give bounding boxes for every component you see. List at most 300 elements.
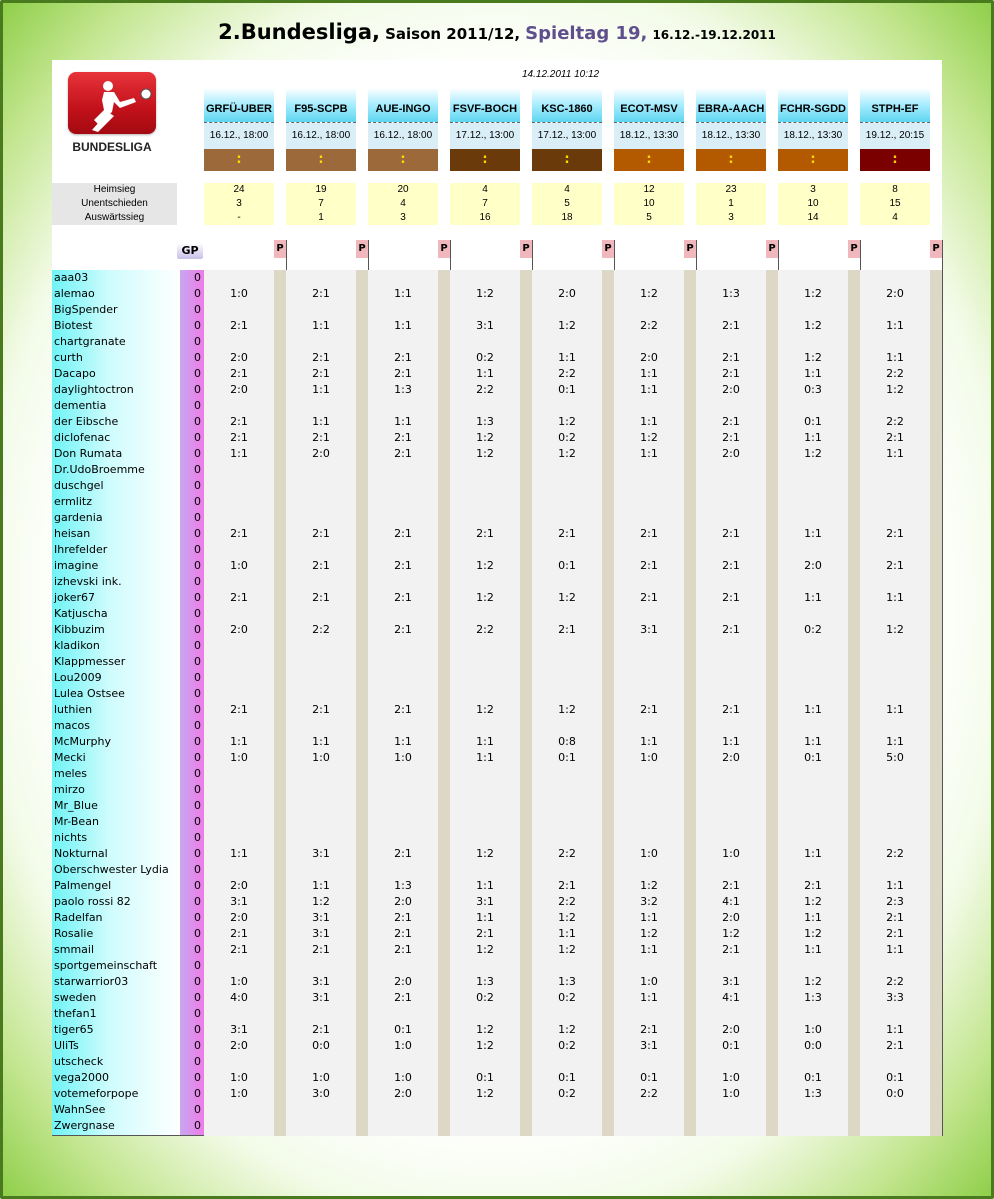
tip-cell: 3:1 (230, 1023, 248, 1036)
tip-cell: 1:1 (886, 1023, 904, 1036)
player-name: Mr-Bean (54, 815, 99, 828)
player-name: ermlitz (54, 495, 93, 508)
player-name: alemao (54, 287, 95, 300)
tip-cell: 1:1 (640, 943, 658, 956)
points-header: P (520, 240, 532, 258)
tip-cell: 1:2 (804, 319, 822, 332)
tip-cell: 1:2 (804, 287, 822, 300)
points-header: P (356, 240, 368, 258)
tip-cell: 1:2 (804, 895, 822, 908)
tip-cell: 1:2 (640, 927, 658, 940)
stat-home: 8 (892, 184, 898, 195)
player-name: Kibbuzim (54, 623, 105, 636)
tip-cell: 2:2 (476, 623, 494, 636)
tip-cell: 2:1 (230, 319, 248, 332)
tip-cell: 1:3 (804, 1087, 822, 1100)
tip-cell: 3:1 (230, 895, 248, 908)
tip-cell: 1:1 (886, 351, 904, 364)
points-header: P (274, 240, 286, 258)
tip-cell: 1:1 (312, 319, 330, 332)
player-gp: 0 (194, 623, 201, 636)
match-stats-3 (368, 183, 438, 225)
tip-cell: 1:0 (394, 1071, 412, 1084)
match-header-1 (204, 88, 274, 171)
bundesliga-logo (67, 70, 157, 160)
tip-cell: 0:0 (804, 1039, 822, 1052)
tip-cell: 0:8 (558, 735, 576, 748)
tip-cell: 1:1 (886, 703, 904, 716)
stat-away: 4 (892, 212, 898, 223)
player-gp: 0 (194, 447, 201, 460)
tip-cell: 2:1 (722, 591, 740, 604)
player-gp: 0 (194, 639, 201, 652)
tip-cell: 1:1 (558, 351, 576, 364)
match-header-2 (286, 88, 356, 171)
tip-cell: 1:0 (640, 751, 658, 764)
player-name: Oberschwester Lydia (54, 863, 169, 876)
tip-cell: 2:2 (886, 367, 904, 380)
player-gp: 0 (194, 367, 201, 380)
player-gp: 0 (194, 735, 201, 748)
tip-cell: 2:0 (886, 287, 904, 300)
player-name: heisan (54, 527, 91, 540)
update-timestamp: 14.12.2011 10:12 (522, 69, 600, 80)
tip-table (52, 60, 942, 1136)
tip-cell: 1:1 (230, 447, 248, 460)
tip-cell: 1:2 (558, 911, 576, 924)
tip-cell: 1:1 (476, 879, 494, 892)
points-header: P (438, 240, 450, 258)
tip-cell: 4:0 (230, 991, 248, 1004)
tip-cell: 1:1 (476, 367, 494, 380)
match-date: 18.12., 13:30 (778, 123, 848, 149)
player-name: Nokturnal (54, 847, 108, 860)
match-header-5 (532, 88, 602, 171)
tip-cell: 0:0 (312, 1039, 330, 1052)
player-name: joker67 (54, 591, 96, 604)
tip-cell: 2:1 (394, 431, 412, 444)
stats-labels (52, 183, 177, 225)
tip-cell: 3:1 (722, 975, 740, 988)
tip-cell: 2:0 (394, 975, 412, 988)
tip-cell: 2:0 (722, 751, 740, 764)
tip-cell: 1:1 (886, 735, 904, 748)
tip-cell: 1:1 (640, 911, 658, 924)
tip-cell: 1:0 (230, 559, 248, 572)
player-gp: 0 (194, 703, 201, 716)
tip-cell: 2:0 (722, 383, 740, 396)
player-gp: 0 (194, 1103, 201, 1116)
match-date: 18.12., 13:30 (614, 123, 684, 149)
tip-cell: 0:0 (886, 1087, 904, 1100)
stat-label-draw: Unentschieden (81, 198, 148, 209)
player-gp: 0 (194, 911, 201, 924)
tip-cell: 0:2 (558, 991, 576, 1004)
player-name: thefan1 (54, 1007, 97, 1020)
tip-cell: 1:1 (476, 735, 494, 748)
tip-cell: 1:1 (722, 735, 740, 748)
tip-cell: 1:0 (722, 847, 740, 860)
tip-cell: 1:2 (804, 351, 822, 364)
tip-cell: 1:2 (476, 1087, 494, 1100)
tip-cell: 2:1 (312, 527, 330, 540)
stat-draw: 7 (318, 198, 324, 209)
tip-cell: 0:3 (804, 383, 822, 396)
player-name: Lou2009 (54, 671, 102, 684)
tip-cell: 2:1 (886, 911, 904, 924)
player-name: sweden (54, 991, 97, 1004)
tip-cell: 2:0 (230, 1039, 248, 1052)
tip-cell: 1:0 (640, 975, 658, 988)
stat-home: 24 (233, 184, 245, 195)
match-header-8 (778, 88, 848, 171)
tip-cell: 2:1 (886, 1039, 904, 1052)
tip-cell: 0:2 (804, 623, 822, 636)
match-header-4 (450, 88, 520, 171)
tip-cell: 1:1 (804, 911, 822, 924)
player-gp: 0 (194, 527, 201, 540)
tip-cell: 1:1 (886, 943, 904, 956)
tip-cell: 2:1 (476, 927, 494, 940)
tip-cell: 2:1 (312, 591, 330, 604)
tip-cell: 1:3 (558, 975, 576, 988)
tip-cell: 1:2 (476, 703, 494, 716)
gp-header: GP (177, 243, 203, 259)
stat-away: 5 (646, 212, 652, 223)
tip-cell: 2:1 (312, 703, 330, 716)
tip-cell: 1:1 (886, 879, 904, 892)
tip-cell: 2:0 (230, 351, 248, 364)
player-name: duschgel (54, 479, 104, 492)
tip-cell: 2:1 (312, 431, 330, 444)
tip-cell: 1:2 (558, 319, 576, 332)
player-gp: 0 (194, 863, 201, 876)
tip-cell: 2:1 (230, 943, 248, 956)
tip-cell: 3:3 (886, 991, 904, 1004)
player-gp: 0 (194, 751, 201, 764)
tip-cell: 2:1 (230, 431, 248, 444)
tip-cell: 3:1 (640, 1039, 658, 1052)
match-result: : (450, 149, 520, 171)
tip-cell: 2:1 (312, 1023, 330, 1036)
tip-cell: 3:1 (476, 319, 494, 332)
tip-cell: 1:1 (640, 415, 658, 428)
stat-draw: 5 (564, 198, 570, 209)
tip-cell: 2:2 (640, 1087, 658, 1100)
player-name: tiger65 (54, 1023, 94, 1036)
tip-cell: 4:1 (722, 991, 740, 1004)
tip-cell: 2:1 (394, 351, 412, 364)
player-gp: 0 (194, 431, 201, 444)
match-header-3 (368, 88, 438, 171)
player-name: Don Rumata (54, 447, 123, 460)
player-gp: 0 (194, 1119, 201, 1132)
tip-cell: 0:1 (804, 1071, 822, 1084)
tip-cell: 0:2 (558, 1039, 576, 1052)
tip-cell: 1:2 (558, 703, 576, 716)
tip-cell: 1:0 (230, 751, 248, 764)
points-header: P (602, 240, 614, 258)
player-name: daylightoctron (54, 383, 134, 396)
points-header: P (684, 240, 696, 258)
tip-cell: 1:2 (558, 591, 576, 604)
tip-cell: 2:1 (394, 927, 412, 940)
tip-cell: 2:1 (640, 1023, 658, 1036)
tip-cell: 1:3 (722, 287, 740, 300)
player-name: sportgemeinschaft (54, 959, 158, 972)
player-name: Katjuscha (54, 607, 108, 620)
match-header-6 (614, 88, 684, 171)
tip-cell: 1:1 (804, 527, 822, 540)
tip-cell: 2:1 (722, 559, 740, 572)
tip-cell: 3:1 (312, 911, 330, 924)
tip-cell: 2:1 (722, 703, 740, 716)
tip-cell: 2:0 (722, 1023, 740, 1036)
tip-cell: 2:2 (886, 415, 904, 428)
tip-cell: 2:2 (558, 847, 576, 860)
player-name: Ihrefelder (54, 543, 108, 556)
tip-cell: 2:1 (312, 559, 330, 572)
logo-text (67, 140, 157, 154)
player-name: Lulea Ostsee (54, 687, 125, 700)
tip-cell: 1:0 (804, 1023, 822, 1036)
player-gp: 0 (194, 831, 201, 844)
tip-cell: 2:1 (886, 927, 904, 940)
tip-cell: 1:1 (312, 415, 330, 428)
match-stats-4 (450, 183, 520, 225)
tip-cell: 1:1 (804, 943, 822, 956)
stat-draw: 7 (482, 198, 488, 209)
player-name: WahnSee (54, 1103, 106, 1116)
player-name: UliTs (54, 1039, 79, 1052)
logo-emblem (68, 72, 156, 134)
player-gp: 0 (194, 975, 201, 988)
tip-cell: 1:1 (394, 287, 412, 300)
tip-cell: 1:1 (312, 735, 330, 748)
player-name: kladikon (54, 639, 100, 652)
tip-cell: 1:2 (476, 1023, 494, 1036)
tip-cell: 1:1 (804, 735, 822, 748)
tip-cell: 2:1 (640, 527, 658, 540)
title-main: 2.Bundesliga, (218, 20, 380, 44)
tip-cell: 3:1 (312, 927, 330, 940)
tip-cell: 2:1 (312, 351, 330, 364)
tip-cell: 1:2 (640, 879, 658, 892)
player-name: Rosalie (54, 927, 94, 940)
tip-cell: 2:1 (558, 879, 576, 892)
player-name: mirzo (54, 783, 85, 796)
player-name: Radelfan (54, 911, 103, 924)
tip-cell: 2:0 (312, 447, 330, 460)
tip-cell: 1:2 (558, 415, 576, 428)
tip-cell: 3:1 (476, 895, 494, 908)
player-gp: 0 (194, 927, 201, 940)
player-gp: 0 (194, 479, 201, 492)
page-title (0, 20, 994, 44)
player-gp: 0 (194, 591, 201, 604)
player-name: BigSpender (54, 303, 118, 316)
tip-cell: 0:1 (640, 1071, 658, 1084)
player-name: gardenia (54, 511, 103, 524)
player-gp: 0 (194, 383, 201, 396)
stat-home: 12 (643, 184, 655, 195)
tip-cell: 1:2 (476, 1039, 494, 1052)
tip-cell: 1:0 (722, 1071, 740, 1084)
player-gp: 0 (194, 287, 201, 300)
player-kick-icon (68, 72, 156, 134)
match-date: 16.12., 18:00 (286, 123, 356, 149)
tip-cell: 2:2 (558, 367, 576, 380)
tip-cell: 1:1 (640, 367, 658, 380)
player-gp: 0 (194, 1071, 201, 1084)
match-date: 17.12., 13:00 (532, 123, 602, 149)
player-gp: 0 (194, 495, 201, 508)
tip-cell: 2:2 (558, 895, 576, 908)
player-name: starwarrior03 (54, 975, 129, 988)
points-header: P (930, 240, 942, 258)
player-name: smmail (54, 943, 95, 956)
player-name: aaa03 (54, 271, 89, 284)
tip-cell: 3:2 (640, 895, 658, 908)
tip-cell: 1:0 (394, 751, 412, 764)
tip-cell: 2:1 (722, 367, 740, 380)
match-result: : (614, 149, 684, 171)
player-gp: 0 (194, 303, 201, 316)
tip-cell: 1:2 (558, 447, 576, 460)
tip-cell: 1:2 (804, 975, 822, 988)
tip-cell: 1:1 (476, 911, 494, 924)
tip-cell: 1:2 (476, 447, 494, 460)
tip-cell: 2:1 (394, 911, 412, 924)
stat-draw: 1 (728, 198, 734, 209)
player-gp: 0 (194, 1039, 201, 1052)
player-gp: 0 (194, 559, 201, 572)
tip-cell: 2:1 (722, 623, 740, 636)
player-name: Biotest (54, 319, 93, 332)
tip-cell: 0:1 (558, 383, 576, 396)
tip-cell: 1:3 (394, 879, 412, 892)
tip-cell: 2:2 (640, 319, 658, 332)
tip-cell: 2:0 (640, 351, 658, 364)
tip-cell: 1:0 (312, 751, 330, 764)
tip-cell: 5:0 (886, 751, 904, 764)
player-name: imagine (54, 559, 99, 572)
tip-cell: 2:1 (394, 847, 412, 860)
match-header-9 (860, 88, 930, 171)
player-name: Palmengel (54, 879, 112, 892)
player-gp: 0 (194, 415, 201, 428)
tip-cell: 1:1 (886, 447, 904, 460)
player-name: vega2000 (54, 1071, 109, 1084)
tip-cell: 0:1 (804, 751, 822, 764)
tip-cell: 2:1 (640, 591, 658, 604)
match-stats-7 (696, 183, 766, 225)
player-name: McMurphy (54, 735, 111, 748)
tip-cell: 2:2 (312, 623, 330, 636)
tip-cell: 1:1 (804, 431, 822, 444)
tip-cell: 2:2 (886, 847, 904, 860)
tip-cell: 2:2 (886, 975, 904, 988)
tip-cell: 1:2 (886, 623, 904, 636)
player-gp: 0 (194, 719, 201, 732)
match-result: : (368, 149, 438, 171)
tip-cell: 3:1 (312, 975, 330, 988)
tip-cell: 2:0 (558, 287, 576, 300)
player-gp: 0 (194, 575, 201, 588)
player-name: Mr_Blue (54, 799, 98, 812)
tip-cell: 3:1 (640, 623, 658, 636)
match-code: ECOT-MSV (614, 88, 684, 123)
player-name: Mecki (54, 751, 86, 764)
tip-cell: 0:1 (558, 1071, 576, 1084)
tip-cell: 2:1 (394, 991, 412, 1004)
tip-cell: 1:2 (476, 943, 494, 956)
match-stats-9 (860, 183, 930, 225)
tip-cell: 1:1 (394, 415, 412, 428)
tip-cell: 1:3 (476, 415, 494, 428)
stat-away: 3 (400, 212, 406, 223)
match-result: : (204, 149, 274, 171)
player-name: Klappmesser (54, 655, 126, 668)
stat-home: 19 (315, 184, 327, 195)
tip-cell: 2:1 (312, 943, 330, 956)
tip-cell: 4:1 (722, 895, 740, 908)
tip-cell: 1:1 (312, 879, 330, 892)
stat-draw: 15 (889, 198, 901, 209)
player-name: curth (54, 351, 83, 364)
tip-cell: 1:1 (558, 927, 576, 940)
tip-cell: 2:1 (394, 527, 412, 540)
player-name: der Eibsche (54, 415, 119, 428)
stat-draw: 3 (236, 198, 242, 209)
stat-home: 20 (397, 184, 409, 195)
tip-cell: 2:0 (804, 559, 822, 572)
tip-cell: 2:1 (230, 367, 248, 380)
tip-cell: 1:1 (640, 735, 658, 748)
match-header-7 (696, 88, 766, 171)
player-name: macos (54, 719, 90, 732)
tip-cell: 2:0 (230, 879, 248, 892)
tip-cell: 3:1 (312, 847, 330, 860)
tip-cell: 0:1 (886, 1071, 904, 1084)
tip-cell: 1:1 (394, 319, 412, 332)
match-code: AUE-INGO (368, 88, 438, 123)
player-name: Dacapo (54, 367, 96, 380)
stat-home: 4 (564, 184, 570, 195)
match-result: : (860, 149, 930, 171)
tip-cell: 2:1 (640, 703, 658, 716)
tip-cell: 1:2 (640, 431, 658, 444)
stat-home: 3 (810, 184, 816, 195)
stat-draw: 10 (643, 198, 655, 209)
match-code: GRFÜ-UBER (204, 88, 274, 123)
match-stats-1 (204, 183, 274, 225)
tip-cell: 1:0 (230, 975, 248, 988)
tip-cell: 1:1 (804, 591, 822, 604)
tip-cell: 2:1 (394, 943, 412, 956)
match-stats-5 (532, 183, 602, 225)
tip-cell: 0:1 (476, 1071, 494, 1084)
tip-cell: 1:1 (804, 367, 822, 380)
tip-cell: 2:0 (722, 911, 740, 924)
tip-cell: 2:1 (230, 591, 248, 604)
stat-draw: 10 (807, 198, 819, 209)
tip-cell: 1:1 (886, 319, 904, 332)
tip-cell: 2:1 (886, 559, 904, 572)
player-gp: 0 (194, 543, 201, 556)
tip-cell: 2:1 (394, 447, 412, 460)
match-result: : (532, 149, 602, 171)
